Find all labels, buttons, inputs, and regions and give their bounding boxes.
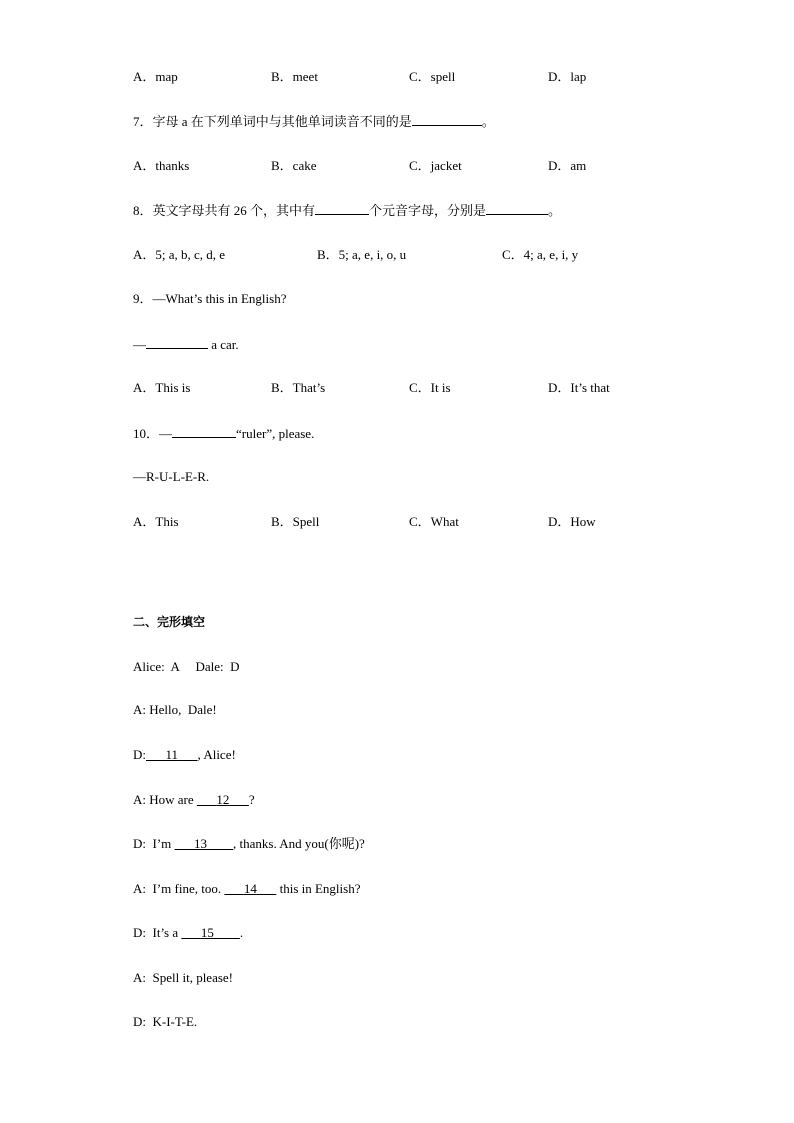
q9-option-c: C．It is xyxy=(409,380,451,395)
dialogue-line-1: A: Hello, Dale! xyxy=(133,702,217,717)
dialogue-line-6-before: D: It’s a xyxy=(133,925,182,940)
q9-reply-text: a car. xyxy=(208,337,239,352)
blank-15-number: 15 xyxy=(200,925,214,940)
blank-13 xyxy=(175,836,234,851)
dialogue-line-4-before: D: I’m xyxy=(133,836,175,851)
section-heading: 二、完形填空 xyxy=(133,615,206,629)
q7-option-c: C．jacket xyxy=(409,158,462,173)
q9-blank xyxy=(146,336,208,349)
dialogue-line-4-after: , thanks. And you(你呢)? xyxy=(233,836,365,851)
blank-11 xyxy=(146,747,198,762)
dialogue-line-3-after: ? xyxy=(248,792,255,807)
dialogue-line-5 xyxy=(133,881,360,897)
q8-stem-text-3: 。 xyxy=(548,203,562,218)
q6-option-c: C．spell xyxy=(409,69,456,84)
dialogue-line-5-after: this in English? xyxy=(276,881,361,896)
q7-stem-end: 。 xyxy=(481,114,495,129)
blank-12 xyxy=(197,792,249,807)
q8-option-b: B．5; a, e, i, o, u xyxy=(317,247,407,262)
blank-14 xyxy=(224,881,276,896)
blank-15 xyxy=(181,925,240,940)
q8-blank-2 xyxy=(486,202,548,215)
dialogue-line-7: A: Spell it, please! xyxy=(133,970,234,985)
q7-blank xyxy=(412,113,482,126)
q8-stem-text-1: 8．英文字母共有 26 个，其中有 xyxy=(133,203,316,218)
blank-11-number: 11 xyxy=(165,747,179,762)
q9-option-a: A．This is xyxy=(133,380,191,395)
q10-stem-prefix: 10．— xyxy=(133,426,173,441)
dialogue-line-2-before: D: xyxy=(133,747,146,762)
dialogue-line-2 xyxy=(133,747,236,763)
q8-blank-1 xyxy=(315,202,369,215)
q10-option-d: D．How xyxy=(548,514,596,529)
dialogue-roles: Alice: A Dale: D xyxy=(133,659,240,674)
q6-option-a: A．map xyxy=(133,69,178,84)
dialogue-line-3-before: A: How are xyxy=(133,792,197,807)
q9-stem: 9．—What’s this in English? xyxy=(133,291,287,306)
blank-14-number: 14 xyxy=(243,881,257,896)
q9-option-d: D．It’s that xyxy=(548,380,610,395)
q7-stem-text: 7．字母 a 在下列单词中与其他单词读音不同的是 xyxy=(133,114,412,129)
q7-stem xyxy=(133,113,495,130)
dialogue-line-2-after: , Alice! xyxy=(197,747,236,762)
blank-13-number: 13 xyxy=(194,836,208,851)
q10-option-b: B．Spell xyxy=(271,514,320,529)
q7-option-a: A．thanks xyxy=(133,158,190,173)
q10-reply: —R-U-L-E-R. xyxy=(133,469,210,484)
q6-option-b: B．meet xyxy=(271,69,318,84)
q7-option-d: D．am xyxy=(548,158,587,173)
q9-option-b: B．That’s xyxy=(271,380,326,395)
q8-option-c: C．4; a, e, i, y xyxy=(502,247,579,262)
q7-option-b: B．cake xyxy=(271,158,317,173)
dialogue-line-6 xyxy=(133,925,243,941)
q10-option-a: A．This xyxy=(133,514,179,529)
dialogue-line-3 xyxy=(133,792,255,808)
q8-stem-text-2: 个元音字母，分别是 xyxy=(369,203,487,218)
q8-stem xyxy=(133,202,561,219)
blank-12-number: 12 xyxy=(216,792,230,807)
q10-stem-text: “ruler”, please. xyxy=(236,426,315,441)
dialogue-line-6-after: . xyxy=(239,925,244,940)
q9-reply xyxy=(133,336,239,353)
dialogue-line-4 xyxy=(133,836,365,852)
q9-reply-dash: — xyxy=(133,337,146,352)
q8-option-a: A．5; a, b, c, d, e xyxy=(133,247,226,262)
q6-option-d: D．lap xyxy=(548,69,587,84)
q10-stem xyxy=(133,425,314,442)
q10-blank xyxy=(172,425,236,438)
dialogue-line-8: D: K-I-T-E. xyxy=(133,1014,198,1029)
q10-option-c: C．What xyxy=(409,514,459,529)
dialogue-line-5-before: A: I’m fine, too. xyxy=(133,881,225,896)
